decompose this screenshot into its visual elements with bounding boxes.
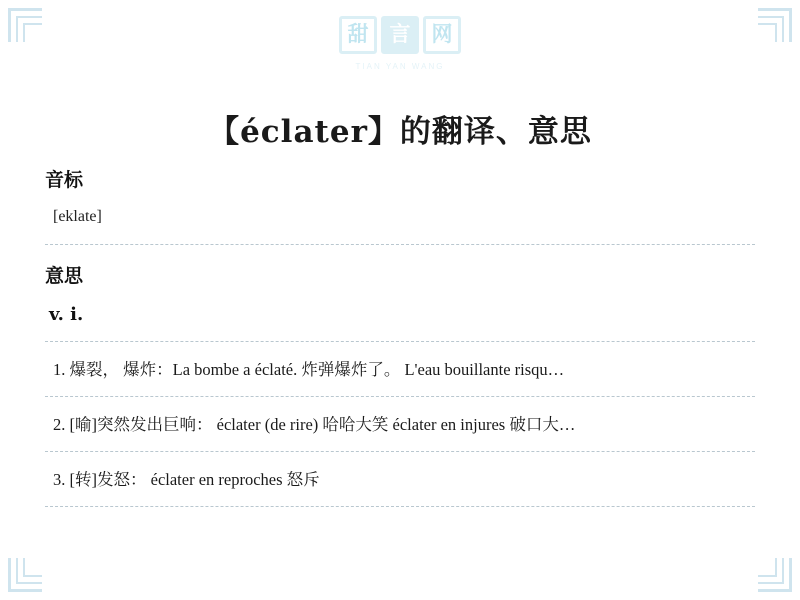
part-of-speech: v. i. [49,304,84,325]
logo-char-3: 网 [431,22,453,46]
corner-ornament-top-left [8,8,42,42]
entry-content [45,165,755,523]
logo-mark [337,14,463,60]
list-item: 1. 爆裂， 爆炸：La bombe a éclaté. 炸弹爆炸了。 L'eau bouillante risqu… [53,360,565,379]
corner-ornament-bottom-left [8,558,42,592]
meaning-heading: 意思 [45,265,84,287]
site-logo [325,14,475,71]
logo-subtitle: TIAN YAN WANG [355,62,445,71]
phonetic-value: [eklate] [53,208,102,225]
divider [45,244,755,245]
phonetic-heading: 音标 [45,169,84,191]
list-item: 3. [转]发怒： éclater en reproches 怒斥 [53,470,320,489]
divider [45,396,755,397]
corner-ornament-top-right [758,8,792,42]
logo-char-1: 甜 [347,22,369,46]
divider [45,341,755,342]
page-title: 【éclater】的翻译、意思 [208,113,592,150]
corner-ornament-bottom-right [758,558,792,592]
divider [45,506,755,507]
divider [45,451,755,452]
logo-char-2: 言 [389,22,411,46]
list-item: 2. [喻]突然发出巨响： éclater (de rire) 哈哈大笑 éclater en injures 破口大… [53,415,576,434]
